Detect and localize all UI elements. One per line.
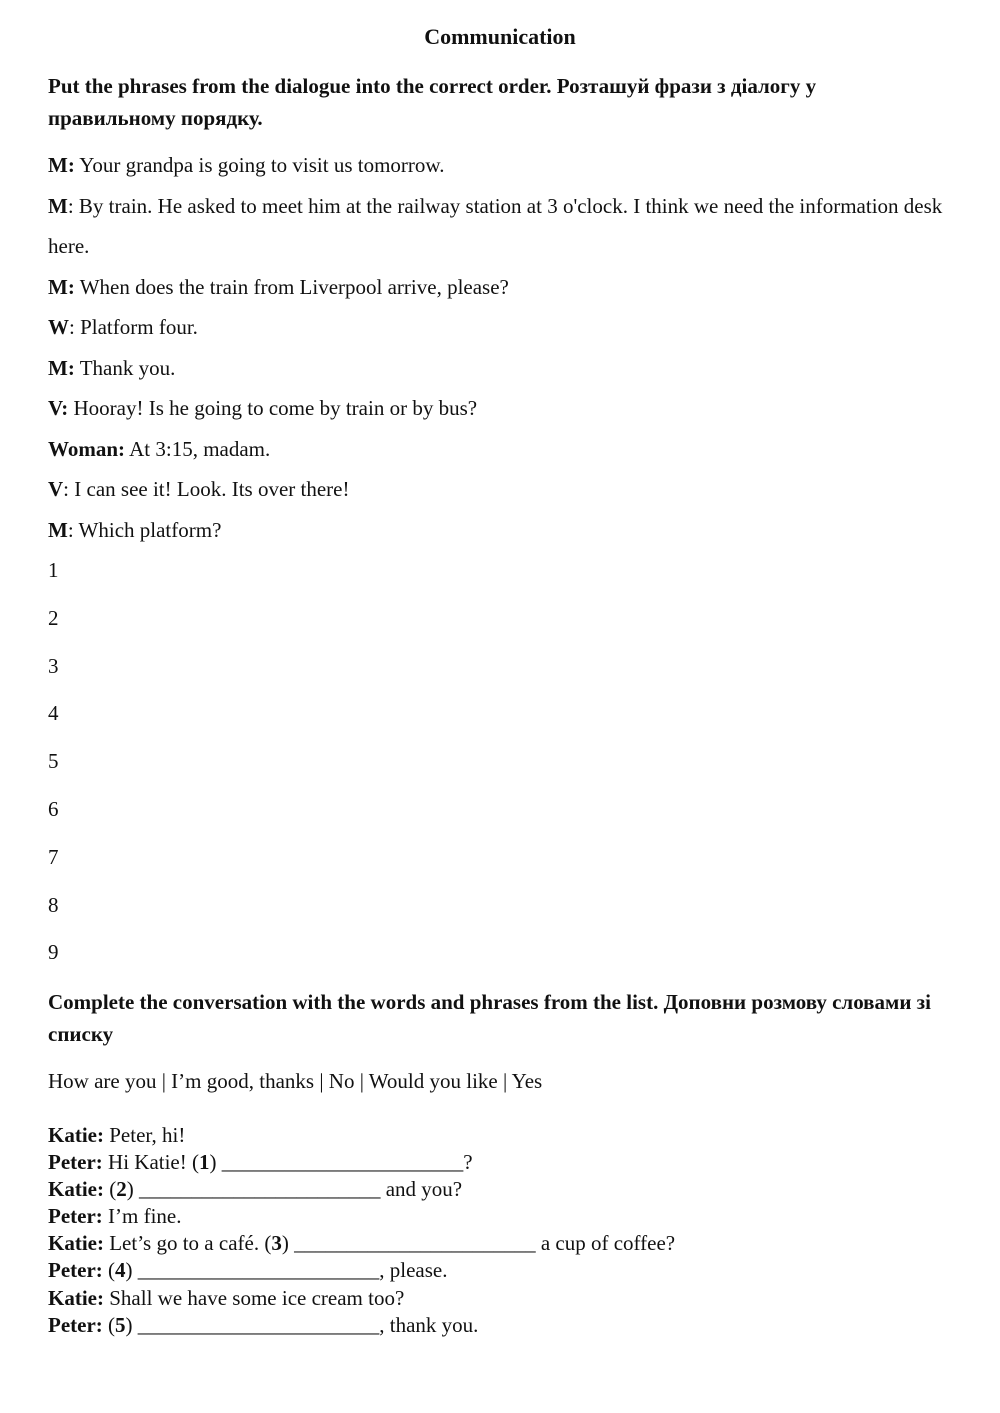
line-text: Shall we have some ice cream too? — [103, 1285, 405, 1310]
speaker-label: M: — [48, 355, 75, 380]
line-text: Hi Katie! ( — [102, 1150, 199, 1175]
phrase-text: : Platform four. — [69, 315, 198, 339]
line-text: ) — [125, 1312, 138, 1337]
speaker-label: Katie: — [48, 1285, 104, 1310]
speaker-label: V — [48, 477, 64, 501]
dialogue-line — [48, 186, 948, 267]
phrase-text: : By train. He asked to meet him at the railway station at 3 o'clock. I think we need the information desk here. — [48, 193, 943, 258]
answer-slot-number[interactable]: 6 — [48, 796, 59, 821]
speaker-label: M: — [48, 274, 75, 299]
line-text: ) — [126, 1177, 139, 1202]
answer-slot-number[interactable]: 2 — [48, 605, 59, 630]
answer-slot-number[interactable]: 7 — [48, 844, 59, 869]
gap-number: 2 — [116, 1177, 127, 1202]
speaker-label: Peter: — [48, 1150, 103, 1175]
line-text: ( — [102, 1258, 116, 1283]
line-text: Let’s go to a café. ( — [103, 1231, 272, 1256]
speaker-label: Katie: — [48, 1177, 104, 1202]
answer-slot-number[interactable]: 4 — [48, 701, 59, 726]
conversation — [48, 1122, 675, 1339]
answer-slot-number[interactable]: 1 — [48, 558, 59, 582]
line-text: , please. — [379, 1258, 448, 1283]
dialogue-phrases — [48, 145, 948, 550]
gap-number: 5 — [115, 1312, 126, 1337]
speaker-label: W — [48, 315, 69, 339]
phrase-text: At 3:15, madam. — [125, 436, 271, 461]
conversation-line — [48, 1230, 675, 1257]
dialogue-line — [48, 469, 948, 510]
conversation-line — [48, 1312, 675, 1339]
speaker-label: Katie: — [48, 1123, 104, 1147]
dialogue-line — [48, 348, 948, 389]
task1-instruction: Put the phrases from the dialogue into the correct order. Розташуй фрази з діалогу у правильному порядку. — [48, 74, 817, 130]
speaker-label: M — [48, 193, 68, 218]
gap-number: 4 — [115, 1258, 126, 1283]
gap-blank-3[interactable]: _______________________ — [294, 1231, 536, 1256]
conversation-line — [48, 1122, 675, 1149]
task2-instruction: Complete the conversation with the words and phrases from the list. Доповни розмову словами зі списку — [48, 990, 931, 1046]
line-text: ( — [102, 1312, 116, 1337]
gap-blank-2[interactable]: _______________________ — [138, 1177, 381, 1202]
line-text: ? — [463, 1150, 473, 1175]
speaker-label: Peter: — [48, 1204, 103, 1229]
line-text: ) — [281, 1231, 295, 1256]
answer-slot-number[interactable]: 8 — [48, 892, 59, 917]
answer-slot-number[interactable]: 9 — [48, 940, 59, 965]
gap-blank-1[interactable]: _______________________ — [221, 1150, 464, 1175]
phrase-text: Your grandpa is going to visit us tomorrow. — [74, 153, 445, 177]
answer-slot-number[interactable]: 3 — [48, 653, 59, 678]
dialogue-line — [48, 388, 948, 429]
conversation-line — [48, 1257, 675, 1284]
gap-blank-4[interactable]: _______________________ — [137, 1258, 380, 1283]
line-text: and you? — [380, 1177, 463, 1202]
speaker-label: Peter: — [48, 1312, 103, 1337]
line-text: I’m fine. — [102, 1204, 182, 1229]
dialogue-line — [48, 267, 948, 308]
line-text: ) — [209, 1150, 222, 1175]
speaker-label: M: — [48, 153, 75, 177]
phrase-text: Thank you. — [74, 355, 176, 380]
phrase-text: Hooray! Is he going to come by train or by bus? — [68, 396, 478, 420]
order-answer-slots — [48, 555, 59, 985]
answer-slot-number[interactable]: 5 — [48, 749, 59, 774]
speaker-label: Peter: — [48, 1258, 103, 1283]
phrase-text: : I can see it! Look. Its over there! — [63, 477, 350, 501]
speaker-label: Katie: — [48, 1231, 104, 1256]
gap-blank-5[interactable]: _______________________ — [137, 1312, 380, 1337]
speaker-label: V: — [48, 396, 69, 420]
line-text: a cup of coffee? — [535, 1231, 676, 1256]
phrase-text: : Which platform? — [67, 517, 222, 542]
line-text: ( — [103, 1177, 117, 1202]
page-title: Communication — [424, 24, 576, 49]
line-text: , thank you. — [379, 1312, 479, 1337]
gap-number: 3 — [271, 1231, 282, 1256]
dialogue-line — [48, 429, 948, 470]
conversation-line — [48, 1285, 675, 1312]
conversation-line — [48, 1176, 675, 1203]
speaker-label: M — [48, 517, 68, 542]
word-list: How are you | I’m good, thanks | No | Would you like | Yes — [48, 1069, 543, 1093]
dialogue-line — [48, 145, 948, 186]
phrase-text: When does the train from Liverpool arrive, please? — [74, 274, 509, 299]
dialogue-line — [48, 307, 948, 348]
conversation-line — [48, 1149, 675, 1176]
line-text: ) — [125, 1258, 138, 1283]
speaker-label: Woman: — [48, 436, 126, 461]
line-text: Peter, hi! — [103, 1123, 186, 1147]
conversation-line — [48, 1203, 675, 1230]
gap-number: 1 — [199, 1150, 210, 1175]
dialogue-line — [48, 510, 948, 551]
